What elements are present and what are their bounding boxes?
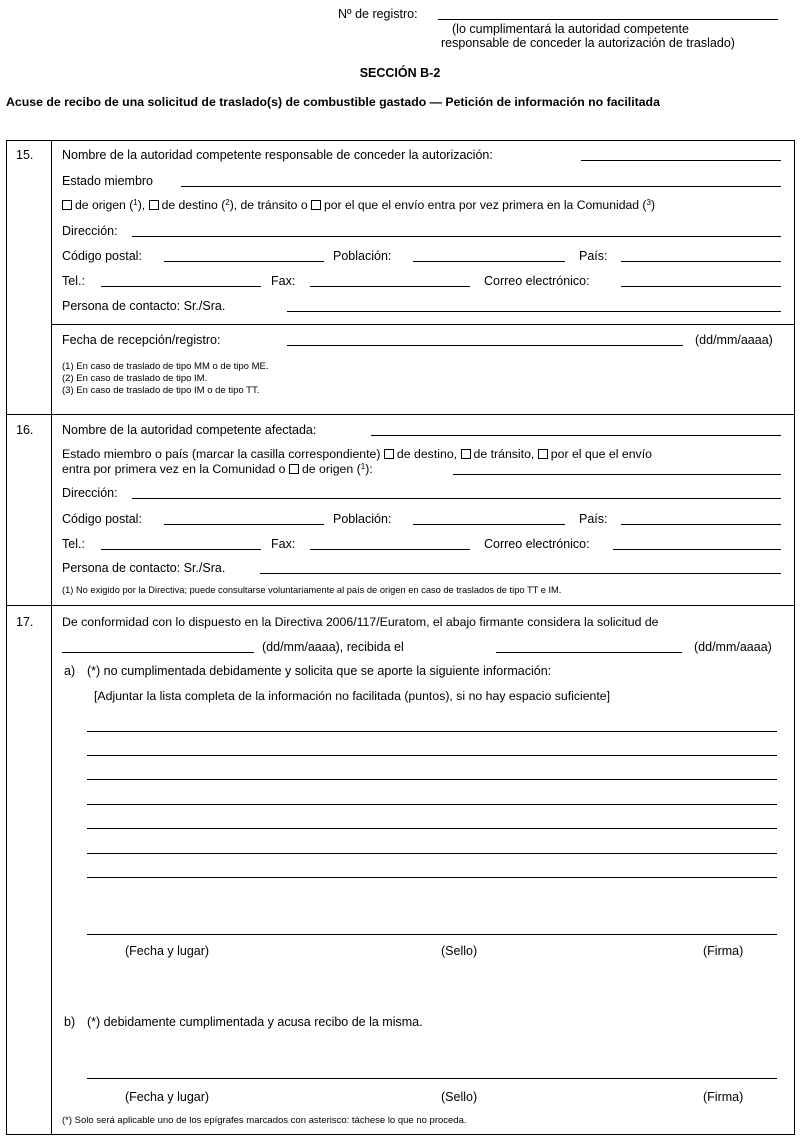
s17-a-firma: (Firma): [703, 944, 744, 958]
s17-footnote: (*) Solo será aplicable uno de los epígrafes marcados con asterisco: táchese lo que no proceda.: [62, 1115, 467, 1126]
s15-tel-label: Tel.:: [62, 274, 85, 288]
s17-a-note: [Adjuntar la lista completa de la información no facilitada (puntos), si no hay espacio suficiente]: [94, 689, 611, 703]
s16-pais-field[interactable]: [621, 524, 781, 525]
s17-a-text: (*) no cumplimentada debidamente y solicita que se aporte la siguiente información:: [87, 664, 552, 678]
registro-label: Nº de registro:: [338, 7, 418, 21]
checkbox-destino[interactable]: [384, 449, 394, 459]
s15-direccion-field[interactable]: [132, 236, 781, 237]
s17-a-label: a): [64, 664, 76, 678]
s16-fax-label: Fax:: [271, 537, 296, 551]
s15-poblacion-field[interactable]: [413, 261, 565, 262]
s15-contacto-field[interactable]: [287, 311, 781, 312]
s15-cp-field[interactable]: [164, 261, 324, 262]
s17-format-2: (dd/mm/aaaa): [694, 640, 772, 654]
s15-fax-label: Fax:: [271, 274, 296, 288]
s15-autoridad-field[interactable]: [581, 160, 781, 161]
s16-autoridad-label: Nombre de la autoridad competente afectada:: [62, 423, 317, 437]
s15-fecha-label: Fecha de recepción/registro:: [62, 333, 221, 347]
s15-estado-options: de origen ($^1$), de destino ($^2$), de tránsito o por el que el envío entra por vez primera en la Comunidad ($^3$): [62, 198, 655, 212]
s16-contacto-label: Persona de contacto: Sr./Sra.: [62, 561, 226, 575]
s15-footnote-2: (2) En caso de traslado de tipo IM.: [62, 373, 208, 384]
s15-correo-field[interactable]: [621, 286, 781, 287]
s15-fecha-format: (dd/mm/aaaa): [695, 333, 773, 347]
registro-note-1: (lo cumplimentará la autoridad competente: [452, 22, 689, 36]
s16-poblacion-label: Población:: [333, 512, 392, 526]
s15-estado-label: Estado miembro: [62, 174, 154, 188]
s16-fax-field[interactable]: [310, 549, 470, 550]
s15-pais-label: País:: [579, 249, 608, 263]
s16-correo-field[interactable]: [613, 549, 781, 550]
s15-direccion-label: Dirección:: [62, 224, 118, 238]
s17-recibida-fecha-field[interactable]: [496, 652, 682, 653]
document-title: Acuse de recibo de una solicitud de traslado(s) de combustible gastado — Petición de información no facilitada: [6, 95, 660, 109]
checkbox-transito[interactable]: [461, 449, 471, 459]
registro-note-2: responsable de conceder la autorización de traslado): [441, 36, 735, 50]
s15-contacto-label: Persona de contacto: Sr./Sra.: [62, 299, 226, 313]
s16-estado-field[interactable]: [453, 474, 781, 475]
s15-pais-field[interactable]: [621, 261, 781, 262]
s16-direccion-label: Dirección:: [62, 486, 118, 500]
checkbox-destino[interactable]: [149, 200, 159, 210]
s16-estado-line-1: Estado miembro o país (marcar la casilla correspondiente) de destino, de tránsito, por el que el envío: [62, 447, 652, 461]
s16-poblacion-field[interactable]: [413, 524, 565, 525]
s16-direccion-field[interactable]: [132, 498, 781, 499]
s17-intro: De conformidad con lo dispuesto en la Directiva 2006/117/Euratom, el abajo firmante considera la solicitud de: [62, 615, 659, 629]
s17-b-fecha-lugar: (Fecha y lugar): [125, 1090, 210, 1104]
s17-format-recibida: (dd/mm/aaaa), recibida el: [262, 640, 404, 654]
s17-b-sello: (Sello): [441, 1090, 478, 1104]
s17-b-firma: (Firma): [703, 1090, 744, 1104]
s15-cp-label: Código postal:: [62, 249, 142, 263]
section-15-number: 15.: [16, 148, 34, 162]
s16-tel-label: Tel.:: [62, 537, 85, 551]
s15-estado-field[interactable]: [181, 186, 781, 187]
s17-b-text: (*) debidamente cumplimentada y acusa recibo de la misma.: [87, 1015, 423, 1029]
s15-tel-field[interactable]: [101, 286, 261, 287]
checkbox-primera-entrada[interactable]: [538, 449, 548, 459]
section-title: SECCIÓN B-2: [359, 66, 441, 80]
s17-b-label: b): [64, 1015, 76, 1029]
s16-estado-line-2: entra por primera vez en la Comunidad o de origen ($^1$):: [62, 462, 373, 476]
s17-a-sello: (Sello): [441, 944, 478, 958]
section-16-number: 16.: [16, 423, 34, 437]
s15-footnote-3: (3) En caso de traslado de tipo IM o de tipo TT.: [62, 385, 260, 396]
s16-tel-field[interactable]: [101, 549, 261, 550]
s15-footnote-1: (1) En caso de traslado de tipo MM o de tipo ME.: [62, 361, 269, 372]
s16-correo-label: Correo electrónico:: [484, 537, 590, 551]
s16-pais-label: País:: [579, 512, 608, 526]
s17-a-fecha-lugar: (Fecha y lugar): [125, 944, 210, 958]
s15-fecha-field[interactable]: [287, 345, 683, 346]
s15-poblacion-label: Población:: [333, 249, 392, 263]
s16-footnote: (1) No exigido por la Directiva; puede consultarse voluntariamente al país de origen en caso de traslados de tipo TT e IM.: [62, 585, 562, 595]
s16-cp-label: Código postal:: [62, 512, 142, 526]
section-17-number: 17.: [16, 615, 34, 629]
s16-cp-field[interactable]: [164, 524, 324, 525]
s15-autoridad-label: Nombre de la autoridad competente responsable de conceder la autorización:: [62, 148, 493, 162]
checkbox-origen[interactable]: [62, 200, 72, 210]
s17-b-signature-line[interactable]: [87, 1078, 777, 1079]
checkbox-primera-entrada[interactable]: [311, 200, 321, 210]
s15-correo-label: Correo electrónico:: [484, 274, 590, 288]
s16-autoridad-field[interactable]: [371, 435, 781, 436]
s16-contacto-field[interactable]: [260, 573, 781, 574]
registro-field[interactable]: [438, 19, 778, 20]
s17-solicitud-fecha-field[interactable]: [62, 652, 254, 653]
checkbox-origen[interactable]: [289, 464, 299, 474]
s15-fax-field[interactable]: [310, 286, 470, 287]
